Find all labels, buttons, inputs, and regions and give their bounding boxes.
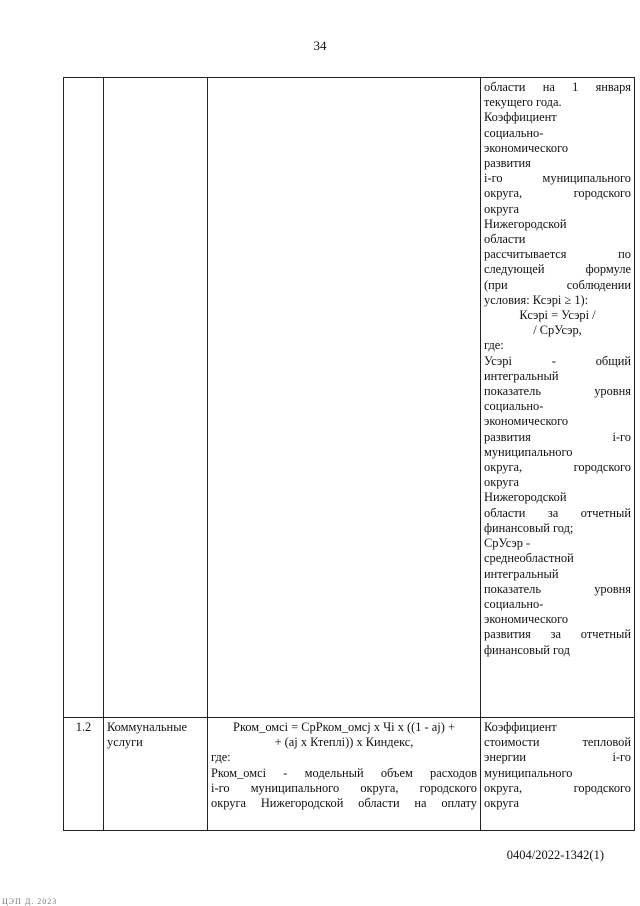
- text-line: округа, городского: [484, 780, 631, 795]
- text-line: следующей формуле: [484, 262, 631, 277]
- text-line: Рком_омсi - модельный объем расходов: [211, 765, 477, 780]
- text-line: Усэрi - общий: [484, 353, 631, 368]
- text-line: i-го муниципального округа, городского: [211, 780, 477, 795]
- text-line: интегральный: [484, 566, 559, 581]
- text-line: интегральный: [484, 368, 559, 383]
- text-line: Ксэрi = Усэрi /: [519, 308, 596, 323]
- text-line: финансовый год: [484, 642, 570, 657]
- item-name-cell: [104, 718, 208, 831]
- text-line: где:: [211, 750, 231, 765]
- text-line: (при соблюдении: [484, 277, 631, 292]
- document-code: 0404/2022-1342(1): [506, 848, 604, 862]
- page-number: 34: [313, 38, 327, 53]
- text-line: экономического: [484, 612, 569, 627]
- text-line: области за отчетный: [484, 505, 631, 520]
- text-line: муниципального: [484, 444, 573, 459]
- text-line: Коэффициент: [484, 720, 557, 734]
- document-table: [63, 77, 635, 831]
- text-line: округа, городского: [484, 460, 631, 475]
- coefficient-description-cell: [481, 78, 635, 718]
- coefficient-description-cell: [481, 718, 635, 831]
- text-line: Нижегородской: [484, 490, 567, 505]
- text-line: стоимости тепловой: [484, 735, 631, 750]
- text-line: показатель уровня: [484, 581, 631, 596]
- text-line: условия: Ксэрi ≥ 1):: [484, 292, 589, 307]
- text-line: социально-: [484, 596, 544, 611]
- text-line: + (аj х Ктеплi)) х Киндекс,: [274, 735, 414, 750]
- text-line: муниципального: [484, 765, 573, 780]
- text-line: экономического: [484, 140, 569, 155]
- text-line: социально-: [484, 125, 544, 140]
- text-line: Коммунальные: [107, 720, 188, 734]
- text-line: развития i-го: [484, 429, 631, 444]
- text-line: где:: [484, 338, 504, 353]
- text-line: показатель уровня: [484, 384, 631, 399]
- text-line: округа: [484, 201, 520, 216]
- text-line: / СрУсэр,: [533, 323, 582, 338]
- text-line: развития за отчетный: [484, 627, 631, 642]
- text-line: рассчитывается по: [484, 247, 631, 262]
- text-line: округа: [484, 796, 520, 811]
- table-row: [64, 718, 635, 831]
- text-line: округа: [484, 475, 520, 490]
- text-line: области на 1 января: [484, 80, 631, 94]
- formula-cell: [208, 718, 481, 831]
- text-line: развития: [484, 156, 531, 171]
- formula-cell: [208, 78, 481, 718]
- text-line: области: [484, 232, 526, 247]
- text-line: Рком_омсi = СрРком_омсj х Чi х ((1 - аj) +: [233, 720, 455, 734]
- text-line: финансовый год;: [484, 520, 574, 535]
- text-line: i-го муниципального: [484, 171, 631, 186]
- text-line: текущего года.: [484, 95, 562, 110]
- text-line: Коэффициент: [484, 110, 557, 125]
- text-line: среднеобластной: [484, 551, 574, 566]
- text-line: округа, городского: [484, 186, 631, 201]
- text-line: энергии i-го: [484, 750, 631, 765]
- text-line: Нижегородской: [484, 216, 567, 231]
- row-number-cell: [64, 78, 104, 718]
- text-line: экономического: [484, 414, 569, 429]
- text-line: социально-: [484, 399, 544, 414]
- item-name-cell: [104, 78, 208, 718]
- text-line: СрУсэр -: [484, 536, 531, 551]
- table-row: [64, 78, 635, 718]
- row-number-cell: 1.2: [64, 718, 104, 831]
- text-line: округа Нижегородской области на оплату: [211, 796, 477, 811]
- margin-stamp: ЦЭП Д. 2023: [2, 897, 58, 906]
- text-line: услуги: [107, 735, 143, 750]
